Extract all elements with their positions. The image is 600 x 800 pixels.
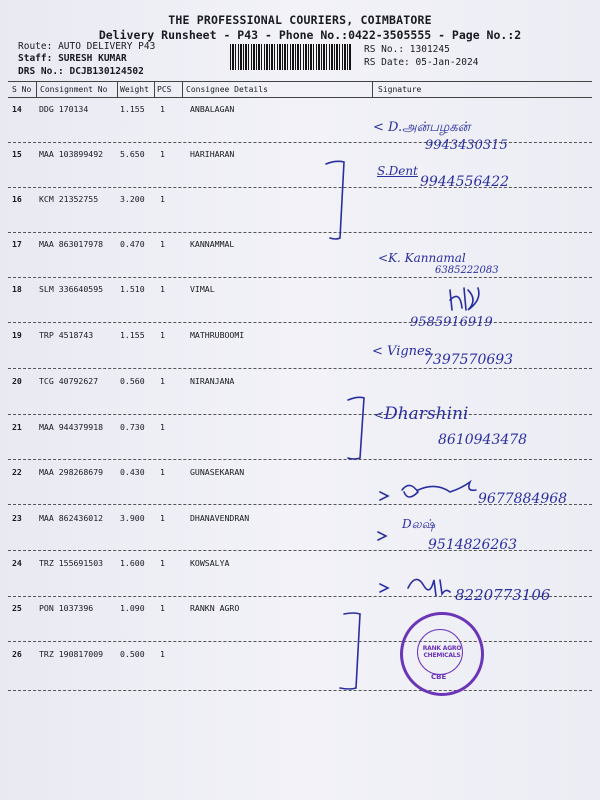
cell-weight: 0.730 xyxy=(120,422,145,432)
signature-row-14: < D.அன்பழகன் xyxy=(373,120,471,135)
cell-sno: 21 xyxy=(12,422,22,432)
cell-pcs: 1 xyxy=(160,376,165,386)
cell-weight: 1.155 xyxy=(120,104,145,114)
cell-pcs: 1 xyxy=(160,422,165,432)
bracket-mark xyxy=(340,613,360,689)
col-header-weight: Weight xyxy=(120,85,149,94)
cell-pcs: 1 xyxy=(160,649,165,659)
rs-no-line xyxy=(364,44,450,55)
drs-label: DRS No.: xyxy=(18,66,64,77)
cell-weight: 1.090 xyxy=(120,603,145,613)
cell-consignment-no: TRZ 190817009 xyxy=(39,649,104,659)
cell-weight: 0.500 xyxy=(120,649,145,659)
tick-mark xyxy=(380,492,388,500)
rs-date-label: RS Date: xyxy=(364,57,410,68)
cell-weight: 1.155 xyxy=(120,330,145,340)
cell-sno: 15 xyxy=(12,149,22,159)
staff-value: SURESH KUMAR xyxy=(58,53,127,64)
signature-row-17: <K. Kannamal xyxy=(378,251,466,265)
cell-consignment-no: DDG 170134 xyxy=(39,104,89,114)
tick-mark xyxy=(380,584,388,592)
cell-sno: 24 xyxy=(12,558,22,568)
signature-row-22-scribble xyxy=(402,482,476,497)
signature-row-23: Dலஷ் xyxy=(402,517,436,531)
phone-row-14: 9943430315 xyxy=(425,138,508,153)
col-divider xyxy=(372,82,373,97)
cell-consignee: KOWSALYA xyxy=(190,558,230,568)
cell-consignee: HARIHARAN xyxy=(190,149,235,159)
document-title: THE PROFESSIONAL COURIERS, COIMBATORE xyxy=(168,13,432,27)
col-divider xyxy=(36,82,37,97)
cell-consignee: MATHRUBOOMI xyxy=(190,330,245,340)
signature-row-18-scribble xyxy=(450,288,479,310)
cell-consignment-no: PON 1037396 xyxy=(39,603,94,613)
phone-row-17: 6385222083 xyxy=(435,265,499,276)
cell-sno: 22 xyxy=(12,467,22,477)
cell-weight: 5.650 xyxy=(120,149,145,159)
col-divider xyxy=(182,82,183,97)
phone-row-15: 9944556422 xyxy=(420,174,510,190)
cell-pcs: 1 xyxy=(160,284,165,294)
cell-weight: 3.200 xyxy=(120,194,145,204)
col-header-sno: S No xyxy=(12,85,32,94)
cell-pcs: 1 xyxy=(160,239,165,249)
cell-consignee: VIMAL xyxy=(190,284,215,294)
cell-consignee: RANKN AGRO xyxy=(190,603,240,613)
route-line xyxy=(18,41,155,52)
phone-row-20: 8610943478 xyxy=(438,432,528,448)
cell-weight: 1.600 xyxy=(120,558,145,568)
phone-row-19: 7397570693 xyxy=(424,352,514,368)
cell-sno: 25 xyxy=(12,603,22,613)
cell-pcs: 1 xyxy=(160,104,165,114)
col-header-pcs: PCS xyxy=(157,85,172,94)
signature-row-24-scribble xyxy=(408,579,450,596)
rs-date-line xyxy=(364,57,478,68)
col-header-signature: Signature xyxy=(378,85,422,94)
signature-row-20: <Dharshini xyxy=(374,404,469,424)
cell-weight: 0.560 xyxy=(120,376,145,386)
cell-weight: 1.510 xyxy=(120,284,145,294)
stamp-city: CBE xyxy=(431,673,447,681)
col-header-consignment: Consignment No xyxy=(40,85,108,94)
rs-date-value: 05-Jan-2024 xyxy=(415,57,479,68)
staff-line xyxy=(18,53,127,64)
cell-sno: 23 xyxy=(12,513,22,523)
bracket-mark xyxy=(326,161,344,239)
cell-weight: 3.900 xyxy=(120,513,145,523)
cell-consignment-no: KCM 21352755 xyxy=(39,194,99,204)
document-subtitle: Delivery Runsheet - P43 - Phone No.:0422-3505555 - Page No.:2 xyxy=(98,28,522,42)
cell-consignment-no: TRZ 155691503 xyxy=(39,558,104,568)
cell-consignee: DHANAVENDRAN xyxy=(190,513,250,523)
rs-no-label: RS No.: xyxy=(364,44,405,55)
cell-consignee: ANBALAGAN xyxy=(190,104,235,114)
cell-sno: 17 xyxy=(12,239,22,249)
bracket-mark xyxy=(348,397,364,459)
cell-weight: 0.430 xyxy=(120,467,145,477)
stamp-text: RANK AGRO CHEMICALS xyxy=(422,645,462,659)
cell-consignment-no: TCG 40792627 xyxy=(39,376,99,386)
table-header-rule xyxy=(8,97,592,98)
route-label: Route: xyxy=(18,41,53,52)
signature-row-15: S.Dent xyxy=(377,164,418,178)
cell-consignee: KANNAMMAL xyxy=(190,239,235,249)
tick-mark xyxy=(378,532,386,540)
barcode xyxy=(230,44,352,70)
company-stamp xyxy=(400,612,484,696)
cell-pcs: 1 xyxy=(160,467,165,477)
cell-consignment-no: SLM 336640595 xyxy=(39,284,104,294)
cell-consignment-no: MAA 298268679 xyxy=(39,467,104,477)
phone-row-23: 9514826263 xyxy=(428,537,518,553)
drs-line xyxy=(18,66,144,77)
phone-row-22: 9677884968 xyxy=(478,491,568,507)
cell-sno: 14 xyxy=(12,104,22,114)
cell-sno: 16 xyxy=(12,194,22,204)
cell-consignment-no: MAA 863017978 xyxy=(39,239,104,249)
cell-pcs: 1 xyxy=(160,603,165,613)
col-header-consignee: Consignee Details xyxy=(186,85,268,94)
cell-consignment-no: MAA 862436012 xyxy=(39,513,104,523)
cell-sno: 19 xyxy=(12,330,22,340)
cell-weight: 0.470 xyxy=(120,239,145,249)
cell-consignment-no: MAA 103899492 xyxy=(39,149,104,159)
table-top-rule xyxy=(8,81,592,82)
cell-pcs: 1 xyxy=(160,558,165,568)
cell-sno: 18 xyxy=(12,284,22,294)
signature-row-19: < Vignes xyxy=(372,344,432,359)
cell-pcs: 1 xyxy=(160,513,165,523)
phone-row-18: 9585916919 xyxy=(410,315,493,330)
phone-row-24: 8220773106 xyxy=(455,586,551,604)
drs-value: DCJB130124502 xyxy=(69,66,144,77)
cell-consignment-no: TRP 4518743 xyxy=(39,330,94,340)
staff-label: Staff: xyxy=(18,53,53,64)
rs-no-value: 1301245 xyxy=(409,44,450,55)
col-divider xyxy=(117,82,118,97)
col-divider xyxy=(154,82,155,97)
cell-sno: 26 xyxy=(12,649,22,659)
cell-consignee: GUNASEKARAN xyxy=(190,467,245,477)
cell-pcs: 1 xyxy=(160,330,165,340)
cell-pcs: 1 xyxy=(160,194,165,204)
route-value: AUTO DELIVERY P43 xyxy=(58,41,156,52)
cell-consignment-no: MAA 944379918 xyxy=(39,422,104,432)
cell-sno: 20 xyxy=(12,376,22,386)
cell-consignee: NIRANJANA xyxy=(190,376,235,386)
cell-pcs: 1 xyxy=(160,149,165,159)
